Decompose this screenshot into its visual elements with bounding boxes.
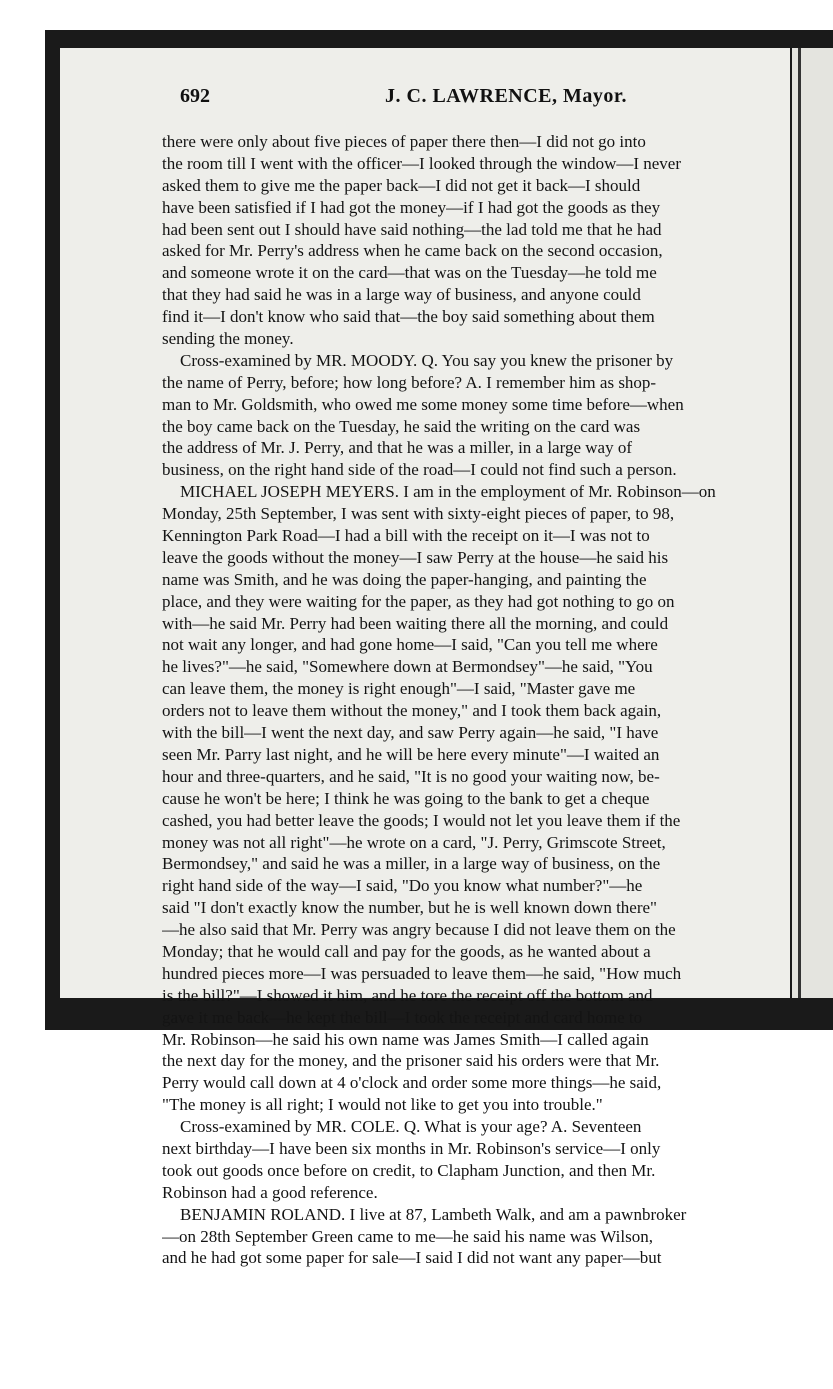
text-line: cashed, you had better leave the goods; I would not let you leave them if the (162, 810, 681, 830)
text-line: that they had said he was in a large way of business, and anyone could (162, 285, 641, 305)
text-line: and he had got some paper for sale—I said I did not want any paper—but (162, 1248, 662, 1268)
text-line: BENJAMIN ROLAND. I live at 87, Lambeth Walk, and am a pawnbroker (180, 1204, 687, 1224)
text-line: seen Mr. Parry last night, and he will be here every minute"—I waited an (162, 744, 660, 764)
text-line: right hand side of the way—I said, "Do you know what number?"—he (162, 876, 643, 896)
text-line: Monday; that he would call and pay for the goods, as he wanted about a (162, 941, 651, 961)
text-line: asked for Mr. Perry's address when he came back on the second occasion, (162, 241, 663, 261)
text-line: next birthday—I have been six months in Mr. Robinson's service—I only (162, 1138, 661, 1158)
text-line: leave the goods without the money—I saw Perry at the house—he said his (162, 547, 669, 567)
text-line: Bermondsey," and said he was a miller, in a large way of business, on the (162, 854, 661, 874)
text-line: took out goods once before on credit, to Clapham Junction, and then Mr. (162, 1160, 656, 1180)
page-number: 692 (180, 85, 210, 107)
text-line: said "I don't exactly know the number, but he is well known down there" (162, 898, 657, 918)
text-line: and someone wrote it on the card—that was on the Tuesday—he told me (162, 263, 657, 283)
text-line: the room till I went with the officer—I looked through the window—I never (162, 153, 682, 173)
text-line: the name of Perry, before; how long before? A. I remember him as shop- (162, 372, 657, 392)
binding-line (798, 48, 801, 998)
text-line: Cross-examined by MR. MOODY. Q. You say you knew the prisoner by (180, 350, 674, 370)
text-line: cause he won't be here; I think he was going to the bank to get a cheque (162, 788, 650, 808)
text-line: place, and they were waiting for the paper, as they had got nothing to go on (162, 591, 675, 611)
text-line: Kennington Park Road—I had a bill with the receipt on it—I was not to (162, 526, 650, 546)
running-head: J. C. LAWRENCE, Mayor. (385, 85, 627, 107)
text-line: the next day for the money, and the prisoner said his orders were that Mr. (162, 1051, 660, 1071)
page-header (180, 85, 780, 115)
text-line: he lives?"—he said, "Somewhere down at Bermondsey"—he said, "You (162, 657, 653, 677)
text-line: can leave them, the money is right enough"—I said, "Master gave me (162, 679, 636, 699)
text-line: gave it me back—he kept the bill—I took the receipt and card home to (162, 1007, 643, 1027)
text-line: hour and three-quarters, and he said, "It is no good your waiting now, be- (162, 766, 660, 786)
text-line: Perry would call down at 4 o'clock and order some more things—he said, (162, 1073, 662, 1093)
text-line: Mr. Robinson—he said his own name was James Smith—I called again (162, 1029, 649, 1049)
text-line: had been sent out I should have said nothing—the lad told me that he had (162, 219, 662, 239)
text-line: have been satisfied if I had got the money—if I had got the goods as they (162, 197, 661, 217)
text-line: hundred pieces more—I was persuaded to leave them—he said, "How much (162, 963, 682, 983)
text-line: the boy came back on the Tuesday, he said the writing on the card was (162, 416, 641, 436)
text-line: —on 28th September Green came to me—he said his name was Wilson, (162, 1226, 653, 1246)
text-line: business, on the right hand side of the road—I could not find such a person. (162, 460, 677, 480)
text-line: find it—I don't know who said that—the boy said something about them (162, 307, 655, 327)
text-line: "The money is all right; I would not like to get you into trouble." (162, 1095, 603, 1115)
text-line: name was Smith, and he was doing the paper-hanging, and painting the (162, 569, 647, 589)
text-line: with the bill—I went the next day, and saw Perry again—he said, "I have (162, 723, 659, 743)
text-line: asked them to give me the paper back—I did not get it back—I should (162, 175, 641, 195)
text-line: orders not to leave them without the money," and I took them back again, (162, 701, 662, 721)
text-line: Monday, 25th September, I was sent with sixty-eight pieces of paper, to 98, (162, 504, 675, 524)
text-line: Robinson had a good reference. (162, 1182, 378, 1202)
text-line: not wait any longer, and had gone home—I said, "Can you tell me where (162, 635, 658, 655)
text-line: sending the money. (162, 329, 294, 349)
text-line: the address of Mr. J. Perry, and that he was a miller, in a large way of (162, 438, 632, 458)
body-text (162, 131, 792, 1269)
text-line: with—he said Mr. Perry had been waiting there all the morning, and could (162, 613, 669, 633)
text-line: Cross-examined by MR. COLE. Q. What is your age? A. Seventeen (180, 1117, 642, 1137)
text-line: —he also said that Mr. Perry was angry because I did not leave them on the (162, 920, 676, 940)
text-line: MICHAEL JOSEPH MEYERS. I am in the employment of Mr. Robinson—on (180, 482, 716, 502)
text-line: there were only about five pieces of paper there then—I did not go into (162, 132, 646, 151)
text-line: man to Mr. Goldsmith, who owed me some money some time before—when (162, 394, 684, 414)
text-line: is the bill?"—I showed it him, and he tore the receipt off the bottom and (162, 985, 653, 1005)
text-line: money was not all right"—he wrote on a card, "J. Perry, Grimscote Street, (162, 832, 666, 852)
